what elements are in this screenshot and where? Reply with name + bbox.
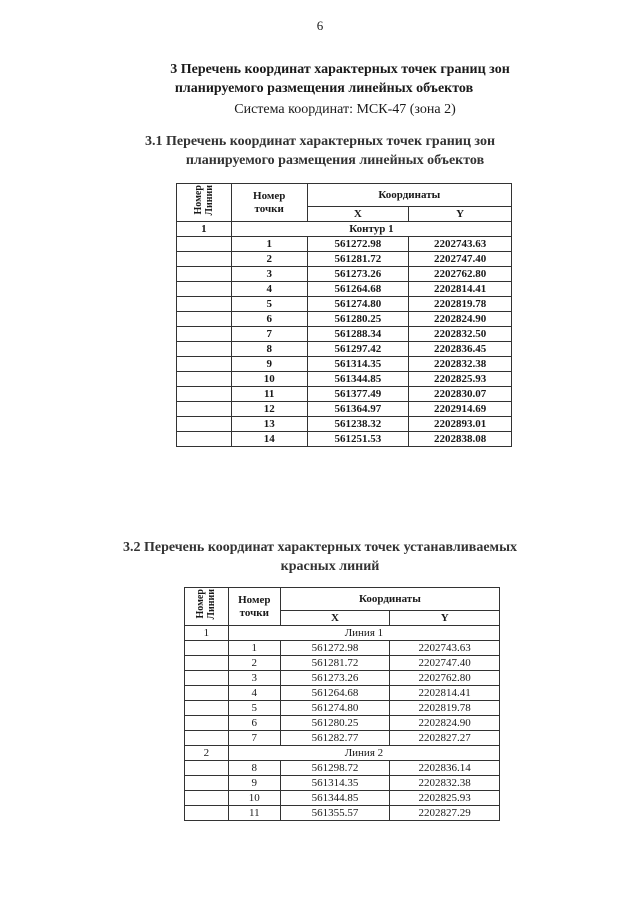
y-header: Y [390, 611, 500, 626]
y-coordinate-cell: 2202832.38 [409, 357, 512, 372]
table-row [177, 417, 512, 432]
section-3-2-title-line1: 3.2 Перечень координат характерных точек устанавливаемых [122, 540, 518, 555]
x-coordinate-cell: 561298.72 [280, 761, 390, 776]
table-row [185, 761, 500, 776]
point-number-cell: 8 [228, 761, 280, 776]
y-coordinate-cell: 2202824.90 [390, 716, 500, 731]
point-number-cell: 1 [231, 237, 307, 252]
table-row [185, 731, 500, 746]
group-label-cell: Линия 1 [228, 626, 499, 641]
zones-coordinates-table [176, 183, 512, 447]
y-coordinate-cell: 2202743.63 [390, 641, 500, 656]
table-row [177, 402, 512, 417]
empty-line-cell [177, 327, 232, 342]
point-number-cell: 4 [228, 686, 280, 701]
point-number-cell: 13 [231, 417, 307, 432]
empty-line-cell [177, 342, 232, 357]
table-row [177, 372, 512, 387]
point-number-cell: 7 [228, 731, 280, 746]
group-row [177, 222, 512, 237]
y-coordinate-cell: 2202747.40 [409, 252, 512, 267]
table-row [177, 267, 512, 282]
point-number-cell: 9 [231, 357, 307, 372]
x-header: X [307, 207, 409, 222]
point-number-cell: 6 [228, 716, 280, 731]
point-number-cell: 14 [231, 432, 307, 447]
empty-line-cell [185, 776, 229, 791]
x-coordinate-cell: 561364.97 [307, 402, 409, 417]
point-number-cell: 3 [231, 267, 307, 282]
section-3-1-title-line1: 3.1 Перечень координат характерных точек границ зон [144, 134, 496, 149]
empty-line-cell [177, 387, 232, 402]
y-coordinate-cell: 2202824.90 [409, 312, 512, 327]
y-coordinate-cell: 2202762.80 [409, 267, 512, 282]
table-row [177, 252, 512, 267]
page-number: 6 [316, 18, 324, 33]
empty-line-cell [177, 297, 232, 312]
red-lines-coordinates-table [184, 587, 500, 821]
point-number-cell: 5 [228, 701, 280, 716]
y-coordinate-cell: 2202819.78 [409, 297, 512, 312]
table-row [185, 686, 500, 701]
x-coordinate-cell: 561282.77 [280, 731, 390, 746]
x-header: X [280, 611, 390, 626]
empty-line-cell [185, 671, 229, 686]
table-row [177, 312, 512, 327]
empty-line-cell [177, 312, 232, 327]
y-coordinate-cell: 2202827.27 [390, 731, 500, 746]
y-coordinate-cell: 2202747.40 [390, 656, 500, 671]
x-coordinate-cell: 561274.80 [307, 297, 409, 312]
x-coordinate-cell: 561272.98 [307, 237, 409, 252]
table-row [177, 387, 512, 402]
empty-line-cell [177, 237, 232, 252]
table-row [177, 297, 512, 312]
x-coordinate-cell: 561355.57 [280, 806, 390, 821]
empty-line-cell [177, 402, 232, 417]
point-number-cell: 11 [228, 806, 280, 821]
section-3-2-title [0, 538, 640, 576]
point-number-cell: 2 [228, 656, 280, 671]
y-coordinate-cell: 2202914.69 [409, 402, 512, 417]
group-row [185, 626, 500, 641]
y-coordinate-cell: 2202825.93 [390, 791, 500, 806]
x-coordinate-cell: 561288.34 [307, 327, 409, 342]
table-row [185, 671, 500, 686]
table-row [177, 357, 512, 372]
x-coordinate-cell: 561251.53 [307, 432, 409, 447]
section-3-2-title-line2: красных линий [280, 559, 380, 574]
point-number-cell: 4 [231, 282, 307, 297]
table-row [177, 282, 512, 297]
empty-line-cell [185, 641, 229, 656]
x-coordinate-cell: 561264.68 [307, 282, 409, 297]
group-label-cell: Контур 1 [231, 222, 511, 237]
zones-table-body [177, 222, 512, 447]
x-coordinate-cell: 561344.85 [307, 372, 409, 387]
table-row [177, 327, 512, 342]
section-3-title [0, 60, 640, 98]
line-number-header: Номер Линии [177, 184, 232, 222]
group-row [185, 746, 500, 761]
point-number-cell: 9 [228, 776, 280, 791]
point-number-cell: 8 [231, 342, 307, 357]
line-number-cell: 2 [185, 746, 229, 761]
x-coordinate-cell: 561314.35 [280, 776, 390, 791]
coordinate-system: Система координат: МСК-47 (зона 2) [234, 102, 456, 117]
point-number-cell: 1 [228, 641, 280, 656]
empty-line-cell [177, 432, 232, 447]
y-coordinate-cell: 2202825.93 [409, 372, 512, 387]
table-row [185, 656, 500, 671]
y-coordinate-cell: 2202762.80 [390, 671, 500, 686]
y-coordinate-cell: 2202814.41 [409, 282, 512, 297]
y-coordinate-cell: 2202832.50 [409, 327, 512, 342]
table-row [185, 806, 500, 821]
empty-line-cell [177, 267, 232, 282]
point-number-cell: 11 [231, 387, 307, 402]
table-row [185, 716, 500, 731]
empty-line-cell [185, 761, 229, 776]
red-lines-table-body [185, 626, 500, 821]
y-coordinate-cell: 2202832.38 [390, 776, 500, 791]
empty-line-cell [185, 806, 229, 821]
section-3-1-title [0, 132, 640, 170]
x-coordinate-cell: 561281.72 [280, 656, 390, 671]
empty-line-cell [185, 716, 229, 731]
line-number-cell: 1 [177, 222, 232, 237]
x-coordinate-cell: 561344.85 [280, 791, 390, 806]
x-coordinate-cell: 561281.72 [307, 252, 409, 267]
empty-line-cell [185, 731, 229, 746]
point-number-header: Номер точки [231, 184, 307, 222]
x-coordinate-cell: 561280.25 [307, 312, 409, 327]
point-number-cell: 10 [228, 791, 280, 806]
x-coordinate-cell: 561297.42 [307, 342, 409, 357]
empty-line-cell [177, 417, 232, 432]
table-row [185, 776, 500, 791]
point-number-cell: 3 [228, 671, 280, 686]
y-coordinate-cell: 2202814.41 [390, 686, 500, 701]
table-row [177, 237, 512, 252]
section-3-title-line1: 3 Перечень координат характерных точек границ зон [170, 62, 510, 77]
coordinates-header: Координаты [307, 184, 511, 207]
empty-line-cell [185, 686, 229, 701]
empty-line-cell [177, 252, 232, 267]
empty-line-cell [177, 357, 232, 372]
y-coordinate-cell: 2202836.45 [409, 342, 512, 357]
y-coordinate-cell: 2202893.01 [409, 417, 512, 432]
y-coordinate-cell: 2202830.07 [409, 387, 512, 402]
table-row [177, 342, 512, 357]
y-coordinate-cell: 2202743.63 [409, 237, 512, 252]
y-coordinate-cell: 2202819.78 [390, 701, 500, 716]
group-label-cell: Линия 2 [228, 746, 499, 761]
table-row [177, 432, 512, 447]
table-row [185, 701, 500, 716]
point-number-header: Номер точки [228, 588, 280, 626]
x-coordinate-cell: 561273.26 [307, 267, 409, 282]
x-coordinate-cell: 561280.25 [280, 716, 390, 731]
section-3-1-title-line2: планируемого размещения линейных объектов [185, 153, 485, 168]
table-row [185, 791, 500, 806]
coordinates-header: Координаты [280, 588, 499, 611]
empty-line-cell [185, 791, 229, 806]
section-3-title-line2: планируемого размещения линейных объектов [174, 81, 474, 96]
x-coordinate-cell: 561274.80 [280, 701, 390, 716]
y-coordinate-cell: 2202827.29 [390, 806, 500, 821]
point-number-cell: 12 [231, 402, 307, 417]
x-coordinate-cell: 561377.49 [307, 387, 409, 402]
x-coordinate-cell: 561314.35 [307, 357, 409, 372]
x-coordinate-cell: 561264.68 [280, 686, 390, 701]
point-number-cell: 7 [231, 327, 307, 342]
x-coordinate-cell: 561273.26 [280, 671, 390, 686]
y-header: Y [409, 207, 512, 222]
empty-line-cell [185, 656, 229, 671]
empty-line-cell [185, 701, 229, 716]
line-number-cell: 1 [185, 626, 229, 641]
x-coordinate-cell: 561272.98 [280, 641, 390, 656]
y-coordinate-cell: 2202838.08 [409, 432, 512, 447]
point-number-cell: 2 [231, 252, 307, 267]
y-coordinate-cell: 2202836.14 [390, 761, 500, 776]
table-row [185, 641, 500, 656]
x-coordinate-cell: 561238.32 [307, 417, 409, 432]
empty-line-cell [177, 282, 232, 297]
line-number-header: Номер Линии [185, 588, 229, 626]
empty-line-cell [177, 372, 232, 387]
point-number-cell: 10 [231, 372, 307, 387]
point-number-cell: 6 [231, 312, 307, 327]
point-number-cell: 5 [231, 297, 307, 312]
